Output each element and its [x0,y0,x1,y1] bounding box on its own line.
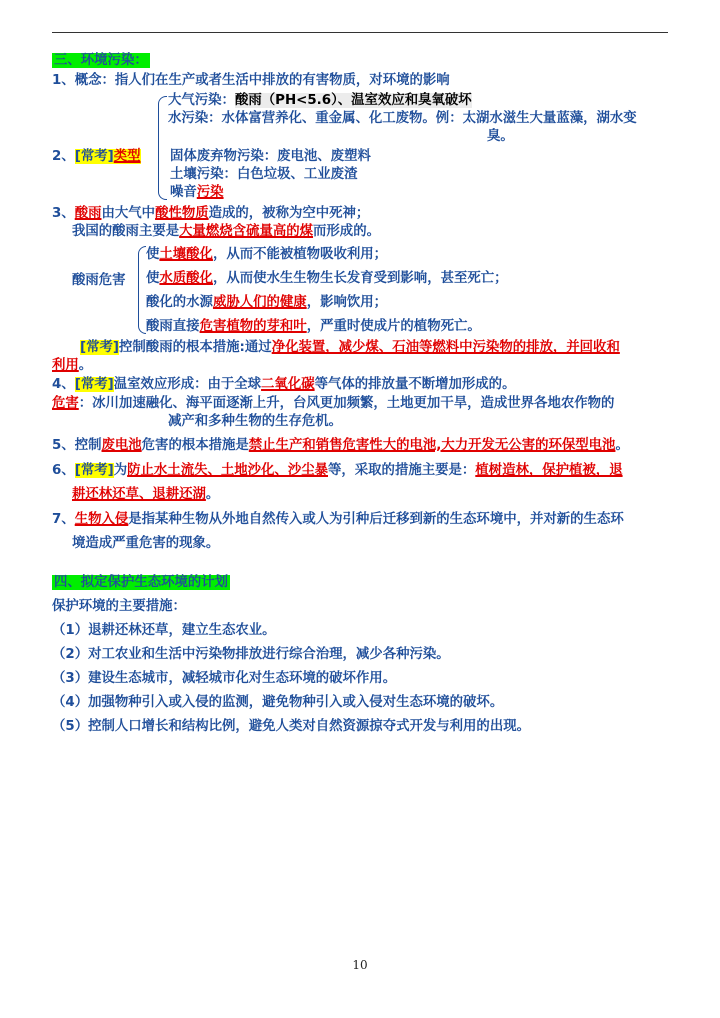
erosion-line: 6、[常考]为防止水土流失、土地沙化、沙尘暴等，采取的措施主要是：植树造林，保护植被，退 [52,463,623,478]
solid-waste: 固体废弃物污染：废电池、废塑料 [170,149,371,164]
greenhouse-harm: 危害：冰川加速融化、海平面逐渐上升，台风更加频繁，土地更加干旱，造成世界各地农作物的 [52,396,615,411]
acid-rain-harm-label: 酸雨危害 [72,273,126,288]
measure-item: （2）对工农业和生活中污染物排放进行综合治理，减少各种污染。 [52,647,450,662]
invasion-line: 7、生物入侵是指某种生物从外地自然传入或人为引种后迁移到新的生态环境中，并对新的生态环 [52,512,624,527]
measure-item: （5）控制人口增长和结构比例，避免人类对自然资源掠夺式开发与利用的出现。 [52,719,530,734]
noise-pollution: 噪音污染 [170,185,224,200]
water-pollution-a: 水污染：水体富营养化、重金属、化工废物。例：太湖水滋生大量蓝藻，湖水变 [168,111,637,126]
water-pollution-b: 臭。 [487,129,514,144]
header-rule [52,32,668,33]
types-brace [158,96,167,200]
concept-line: 1、概念：指人们在生产或者生活中排放的有害物质，对环境的影响 [52,73,450,88]
acid-rain-line: 3、酸雨由大气中酸性物质造成的，被称为空中死神； [52,206,370,221]
greenhouse-line: 4、[常考]温室效应形成：由于全球二氧化碳等气体的排放量不断增加形成的。 [52,377,516,392]
section-4-heading: 四、拟定保护生态环境的计划 [54,575,229,590]
harm-2: 使水质酸化，从而使水生生物生长发育受到影响，甚至死亡； [146,271,508,286]
measure-item: （3）建设生态城市，减轻城市化对生态环境的破坏作用。 [52,671,397,686]
invasion-line-cont: 境造成严重危害的现象。 [72,536,220,551]
section-3-heading: 三、环境污染： [54,53,148,68]
control-acid-rain: [常考]控制酸雨的根本措施:通过净化装置，减少煤、石油等燃料中污染物的排放，并回收和 [80,340,620,355]
erosion-line-cont: 耕还林还草、退耕还湖。 [72,487,220,502]
measure-item: （1）退耕还林还草，建立生态农业。 [52,623,276,638]
air-pollution: 大气污染：酸雨（PH<5.6）、温室效应和臭氧破坏 [168,93,472,108]
control-acid-rain-cont: 利用。 [52,358,93,373]
measure-item: （4）加强物种引入或入侵的监测，避免物种引入或入侵对生态环境的破坏。 [52,695,504,710]
types-label: 2、[常考]类型 [52,149,141,164]
harm-1: 使土壤酸化，从而不能被植物吸收利用； [146,247,388,262]
soil-pollution: 土壤污染：白色垃圾、工业废渣 [170,167,358,182]
measures-intro: 保护环境的主要措施： [52,599,186,614]
harm-brace [138,246,146,334]
acid-rain-china: 我国的酸雨主要是大量燃烧含硫量高的煤而形成的。 [72,224,380,239]
page-number: 10 [352,958,368,972]
harm-4: 酸雨直接危害植物的芽和叶，严重时使成片的植物死亡。 [146,319,481,334]
battery-line: 5、控制废电池危害的根本措施是禁止生产和销售危害性大的电池,大力开发无公害的环保型电池。 [52,438,629,453]
greenhouse-harm-cont: 减产和多种生物的生存危机。 [168,414,343,429]
harm-3: 酸化的水源威胁人们的健康，影响饮用； [146,295,388,310]
